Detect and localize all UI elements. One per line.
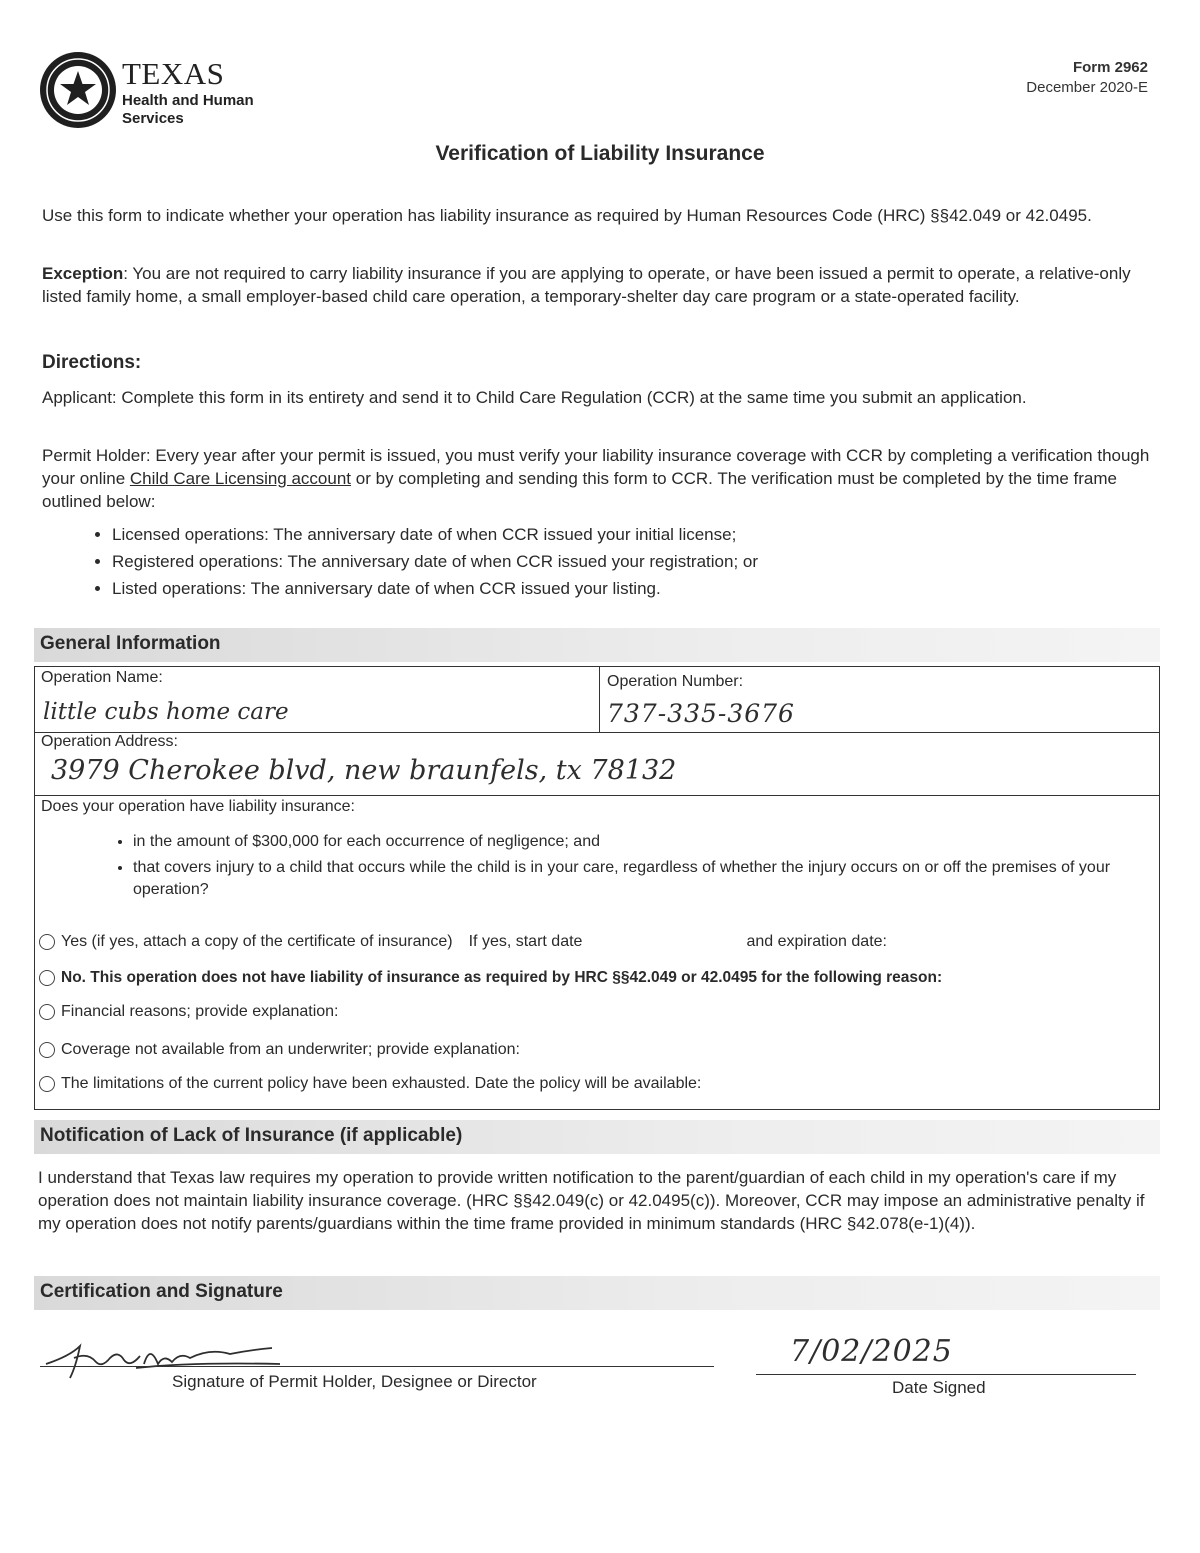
notification-heading: Notification of Lack of Insurance (if applicable) xyxy=(40,1125,463,1146)
date-signed-label: Date Signed xyxy=(892,1378,986,1397)
signature-label: Signature of Permit Holder, Designee or Director xyxy=(172,1372,537,1391)
agency-logo xyxy=(38,50,278,134)
yes-radio[interactable] xyxy=(39,934,55,950)
yes-expiration-date-label: and expiration date: xyxy=(746,933,887,950)
option-no[interactable] xyxy=(39,969,942,987)
yes-start-date-label: If yes, start date xyxy=(468,933,583,950)
column-divider xyxy=(599,667,600,732)
notification-header xyxy=(34,1120,1160,1154)
option-limitations-label: The limitations of the current policy have been exhausted. Date the policy will be available: xyxy=(61,1075,702,1092)
operation-number-label: Operation Number: xyxy=(607,673,744,690)
option-yes[interactable] xyxy=(39,933,887,951)
option-coverage[interactable] xyxy=(39,1041,520,1059)
operation-address-field[interactable]: 3979 Cherokee blvd, new braunfels, tx 78132 xyxy=(51,755,677,786)
limitations-radio[interactable] xyxy=(39,1076,55,1092)
date-signed-field[interactable]: 7/02/2025 xyxy=(790,1334,953,1369)
option-financial[interactable] xyxy=(39,1003,339,1021)
permit-holder-text-1: Permit Holder: Every year after your permit is issued, you must verify your liability insurance coverage with CCR by completing a verification though your online xyxy=(42,446,1150,488)
directions-heading: Directions: xyxy=(42,352,142,373)
operation-address-label: Operation Address: xyxy=(41,733,178,750)
operation-name-field[interactable]: little cubs home care xyxy=(43,699,289,725)
signature-line xyxy=(40,1366,714,1367)
certification-header xyxy=(34,1276,1160,1310)
permit-holder-text-2: or by completing and sending this form to CCR. The verification must be completed by the time frame outlined below: xyxy=(42,469,1117,511)
row-divider xyxy=(35,732,1159,733)
coverage-radio[interactable] xyxy=(39,1042,55,1058)
list-item: • Licensed operations: The anniversary date of when CCR issued your initial license; xyxy=(112,521,758,548)
general-information-header xyxy=(34,628,1160,662)
insurance-question: Does your operation have liability insurance: xyxy=(41,798,355,815)
exception-text xyxy=(42,262,1152,308)
exception-label: Exception xyxy=(42,264,124,283)
directions-permit-holder xyxy=(42,444,1152,513)
page-title: Verification of Liability Insurance xyxy=(435,142,765,165)
directions-bullet-list xyxy=(90,521,758,602)
list-item: • Listed operations: The anniversary date of when CCR issued your listing. xyxy=(112,575,758,602)
date-line xyxy=(756,1374,1136,1375)
form-date: December 2020-E xyxy=(1026,79,1148,96)
row-divider xyxy=(35,795,1159,796)
form-identifier xyxy=(1026,58,1148,98)
operation-number-field[interactable]: 737-335-3676 xyxy=(607,699,795,728)
option-financial-label: Financial reasons; provide explanation: xyxy=(61,1003,339,1020)
insurance-question-bullets xyxy=(111,831,1163,901)
agency-name: TEXAS xyxy=(122,56,225,91)
option-coverage-label: Coverage not available from an underwriter; provide explanation: xyxy=(61,1041,520,1058)
notification-text: I understand that Texas law requires my operation to provide written notification to the parent/guardian of each child in my operation's care if my operation does not maintain liability insurance coverage. (HRC §§42.049(c) or 42.0495(c)). Moreover, CCR may impose an administrative penalty if my operation does not notify parents/guardians within the time frame provided in minimum standards (HRC §42.078(e-1)(4)). xyxy=(38,1168,1145,1233)
agency-subname: Health and Human Services xyxy=(122,92,254,127)
list-item: • in the amount of $300,000 for each occurrence of negligence; and xyxy=(133,831,1163,853)
certification-heading: Certification and Signature xyxy=(40,1281,283,1302)
directions-applicant: Applicant: Complete this form in its entirety and send it to Child Care Regulation (CCR) at the same time you submit an application. xyxy=(42,388,1027,407)
exception-body: : You are not required to carry liability insurance if you are applying to operate, or have been issued a permit to operate, a relative-only listed family home, a small employer-based child care operation, a temporary-shelter day care program or a state-operated facility. xyxy=(42,264,1131,306)
texas-seal-icon xyxy=(38,50,118,130)
form-number: Form 2962 xyxy=(1072,59,1148,76)
list-item: • Registered operations: The anniversary date of when CCR issued your registration; or xyxy=(112,548,758,575)
list-item: • that covers injury to a child that occurs while the child is in your care, regardless of whether the injury occurs on or off the premises of your operation? xyxy=(133,857,1163,901)
option-yes-label: Yes (if yes, attach a copy of the certificate of insurance) xyxy=(61,933,453,950)
general-information-box xyxy=(34,666,1160,1110)
child-care-licensing-link[interactable]: Child Care Licensing account xyxy=(129,469,352,488)
intro-text: Use this form to indicate whether your operation has liability insurance as required by Human Resources Code (HRC) §§42.049 or 42.0495. xyxy=(42,206,1092,225)
general-information-heading: General Information xyxy=(40,633,221,654)
option-limitations[interactable] xyxy=(39,1075,701,1093)
option-no-label: No. This operation does not have liability of insurance as required by HRC §§42.049 or 42.0495 for the following reason: xyxy=(61,969,943,986)
operation-name-label: Operation Name: xyxy=(41,669,163,686)
no-radio[interactable] xyxy=(39,970,55,986)
financial-radio[interactable] xyxy=(39,1004,55,1020)
